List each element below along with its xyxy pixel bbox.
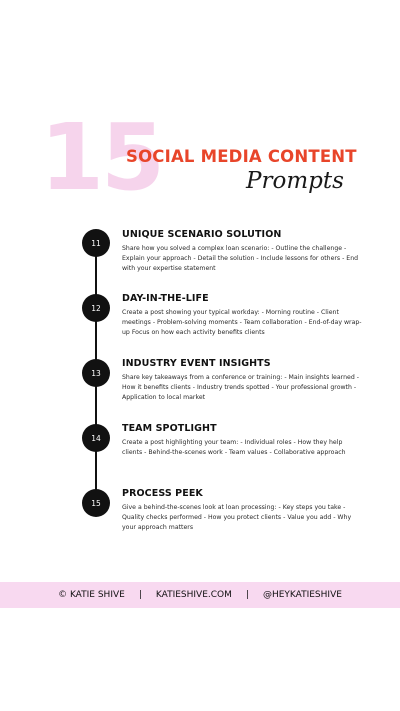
footer-separator: | — [245, 590, 249, 600]
page-title: SOCIAL MEDIA CONTENT — [126, 147, 357, 166]
step-description-15: Give a behind-the-scenes look at loan processing: - Key steps you take - Quality checks performed - How you protect clients - Value you add - Why your approach matters — [122, 504, 352, 531]
step-title-14: TEAM SPOTLIGHT — [122, 423, 217, 434]
step-title-12: DAY-IN-THE-LIFE — [122, 293, 209, 304]
step-number-14: 14 — [82, 424, 110, 452]
step-description-14: Create a post highlighting your team: - Individual roles - How they help clients - Behind-the-scenes work - Team values - Collaborative approach — [122, 439, 346, 456]
footer-band — [0, 582, 400, 608]
step-description-13: Share key takeaways from a conference or training: - Main insights learned - How it benefits clients - Industry trends spotted - Your professional growth - Application to local market — [122, 374, 359, 401]
step-description-11: Share how you solved a complex loan scenario: - Outline the challenge - Explain your approach - Detail the solution - Include lessons for others - End with your expertise statement — [122, 245, 359, 272]
step-title-11: UNIQUE SCENARIO SOLUTION — [122, 229, 282, 240]
footer-copyright: © KATIE SHIVE — [58, 590, 125, 600]
step-number-15: 15 — [82, 489, 110, 517]
page-subtitle: Prompts — [246, 168, 344, 194]
big-number-15: 15 — [40, 104, 163, 211]
footer-separator: | — [138, 590, 142, 600]
footer-handle-link[interactable]: @HEYKATIESHIVE — [262, 590, 342, 600]
step-title-15: PROCESS PEEK — [122, 488, 203, 499]
step-number-12: 12 — [82, 294, 110, 322]
step-title-13: INDUSTRY EVENT INSIGHTS — [122, 358, 271, 369]
step-number-13: 13 — [82, 359, 110, 387]
step-number-11: 11 — [82, 229, 110, 257]
footer-website-link[interactable]: KATIESHIVE.COM — [155, 590, 232, 600]
step-description-12: Create a post showing your typical workday: - Morning routine - Client meetings - Problem-solving moments - Team collaboration - End-of-day wrap-up Focus on how each activity benefits clients — [122, 309, 362, 336]
